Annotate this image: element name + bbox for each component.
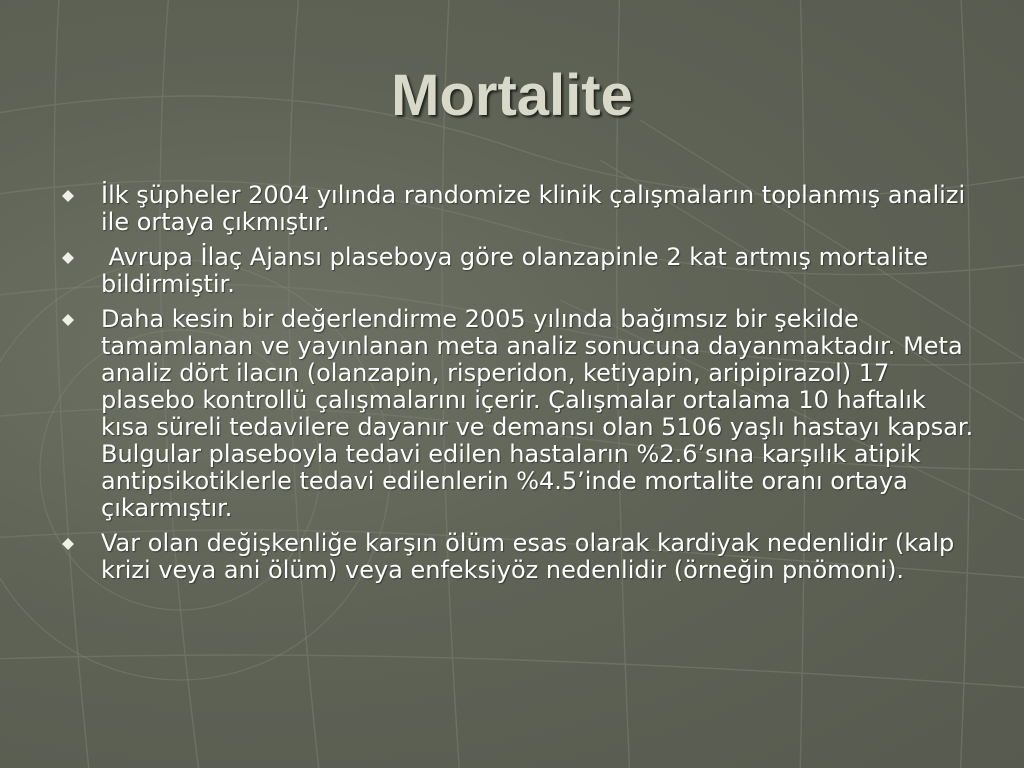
bullet-text: Avrupa İlaç Ajansı plaseboya göre olanzapinle 2 kat artmış mortalite bildirmiştir.: [101, 243, 936, 298]
diamond-bullet-icon: [60, 536, 76, 552]
list-item: [60, 306, 975, 522]
bullet-text: Daha kesin bir değerlendirme 2005 yılında bağımsız bir şekilde tamamlanan ve yayınlanan meta analiz sonucuna dayanmaktadır. Meta analiz dört ilacın (olanzapin, risperidon, ketiyapin, aripipirazol) 17 plasebo kontrollü çalışmalarını içerir. Çalışmalar ortalama 10 haftalık kısa süreli tedavilere dayanır ve demansı olan 5106 yaşlı hastayı kapsar. Bulgular plaseboyla tedavi edilen hastaların %2.6’sına karşılık atipik antipsikotiklerle tedavi edilenlerin %4.5’inde mortalite oranı ortaya çıkarmıştır.: [101, 305, 974, 522]
diamond-bullet-icon: [60, 250, 76, 266]
bullet-list: [60, 182, 975, 592]
slide-title: Mortalite: [391, 63, 633, 128]
diamond-bullet-icon: [60, 188, 76, 204]
diamond-bullet-icon: [60, 312, 76, 328]
list-item: [60, 244, 975, 298]
bullet-text: İlk şüpheler 2004 yılında randomize klinik çalışmaların toplanmış analizi ile ortaya çıkmıştır.: [101, 181, 966, 236]
list-item: [60, 530, 975, 584]
list-item: [60, 182, 975, 236]
bullet-text: Var olan değişkenliğe karşın ölüm esas olarak kardiyak nedenlidir (kalp krizi veya ani ölüm) veya enfeksiyöz nedenlidir (örneğin pnömoni).: [101, 529, 955, 584]
